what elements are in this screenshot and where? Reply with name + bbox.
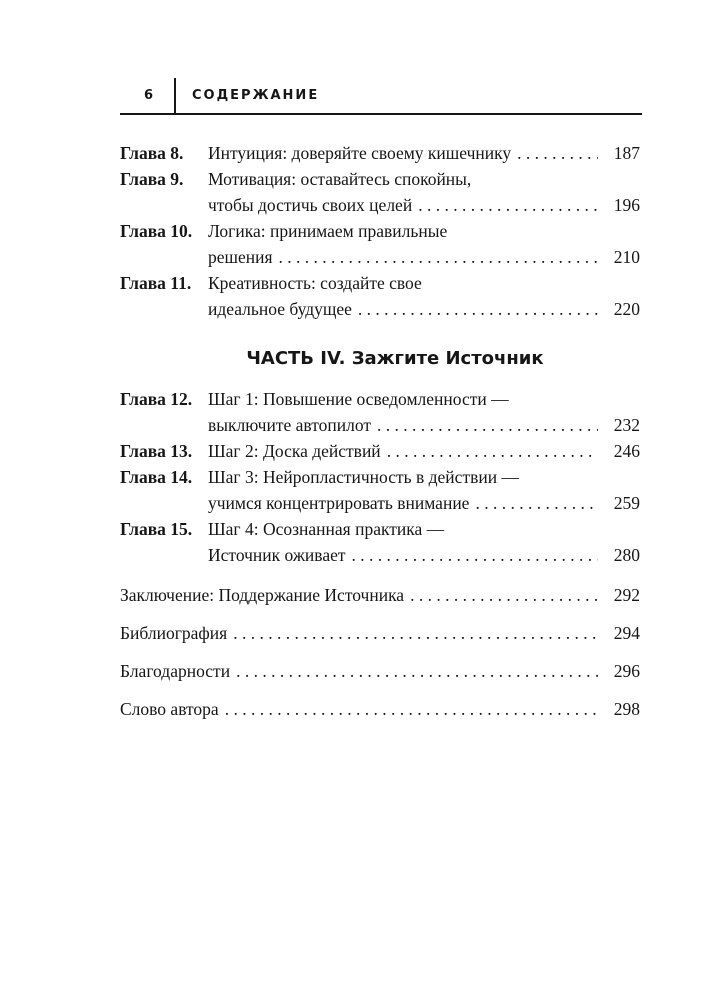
dot-leader [410, 582, 598, 608]
header-divider-vertical [174, 78, 176, 114]
chapter-title-line-1: Мотивация: оставайтесь спокойны, [208, 169, 472, 189]
toc-entry-chapter-11[interactable] [120, 270, 640, 322]
entry-title: Заключение: Поддержание Источника [120, 585, 405, 605]
toc-entry-bibliography[interactable] [120, 620, 640, 646]
dot-leader [475, 490, 598, 516]
table-of-contents [120, 140, 640, 722]
chapter-title: Шаг 2: Доска действий [208, 441, 381, 461]
page-ref: 196 [613, 195, 640, 215]
chapter-title-line-1: Шаг 3: Нейропластичность в действии — [208, 467, 519, 487]
page-ref: 210 [613, 247, 640, 267]
dot-leader [352, 542, 598, 568]
dot-leader [236, 658, 598, 684]
chapter-title-line-2: выключите автопилот [208, 415, 372, 435]
chapter-title-line-2: Источник оживает [208, 545, 346, 565]
page-ref: 296 [613, 661, 640, 681]
toc-entry-chapter-12[interactable] [120, 386, 640, 438]
running-head [120, 78, 642, 114]
part-heading: ЧАСТЬ IV. Зажгите Источник [246, 348, 544, 369]
chapter-title-line-2: чтобы достичь своих целей [208, 195, 413, 215]
page-number: 6 [144, 88, 154, 103]
toc-entry-acknowledgements[interactable] [120, 658, 640, 684]
toc-entry-chapter-15[interactable] [120, 516, 640, 568]
dot-leader [387, 438, 598, 464]
chapter-title-line-1: Шаг 4: Осознанная практика — [208, 519, 445, 539]
dot-leader [517, 140, 598, 166]
toc-entry-chapter-10[interactable] [120, 218, 640, 270]
dot-leader [358, 296, 598, 322]
page-ref: 298 [613, 699, 640, 719]
toc-entry-chapter-8[interactable] [120, 140, 640, 166]
chapter-label: Глава 14. [120, 467, 193, 487]
chapter-title-line-1: Креативность: создайте свое [208, 273, 422, 293]
page-ref: 232 [613, 415, 640, 435]
page-ref: 292 [613, 585, 640, 605]
page-ref: 220 [613, 299, 640, 319]
toc-entry-chapter-13[interactable] [120, 438, 640, 464]
toc-entry-author-note[interactable] [120, 696, 640, 722]
toc-entry-conclusion[interactable] [120, 582, 640, 608]
dot-leader [233, 620, 598, 646]
chapter-label: Глава 8. [120, 143, 184, 163]
chapter-label: Глава 15. [120, 519, 193, 539]
dot-leader [377, 412, 598, 438]
chapter-title-line-1: Шаг 1: Повышение осведомленности — [208, 389, 509, 409]
dot-leader [225, 696, 598, 722]
page-ref: 187 [613, 143, 640, 163]
page-ref: 294 [613, 623, 640, 643]
entry-title: Слово автора [120, 699, 219, 719]
chapter-title-line-1: Логика: принимаем правильные [208, 221, 448, 241]
chapter-label: Глава 12. [120, 389, 193, 409]
dot-leader [418, 192, 598, 218]
header-divider-horizontal [120, 113, 642, 115]
chapter-label: Глава 10. [120, 221, 193, 241]
dot-leader [279, 244, 598, 270]
page-ref: 259 [613, 493, 640, 513]
chapter-title-line-2: идеальное будущее [208, 299, 352, 319]
chapter-label: Глава 9. [120, 169, 184, 189]
section-title: СОДЕРЖАНИЕ [192, 88, 320, 103]
chapter-title-line-2: учимся концентрировать внимание [208, 493, 470, 513]
chapter-title: Интуиция: доверяйте своему кишечнику [208, 143, 512, 163]
chapter-title-line-2: решения [208, 247, 273, 267]
chapter-label: Глава 13. [120, 441, 193, 461]
page-ref: 280 [613, 545, 640, 565]
entry-title: Библиография [120, 623, 228, 643]
entry-title: Благодарности [120, 661, 231, 681]
toc-entry-chapter-9[interactable] [120, 166, 640, 218]
toc-entry-chapter-14[interactable] [120, 464, 640, 516]
page-ref: 246 [613, 441, 640, 461]
chapter-label: Глава 11. [120, 273, 192, 293]
